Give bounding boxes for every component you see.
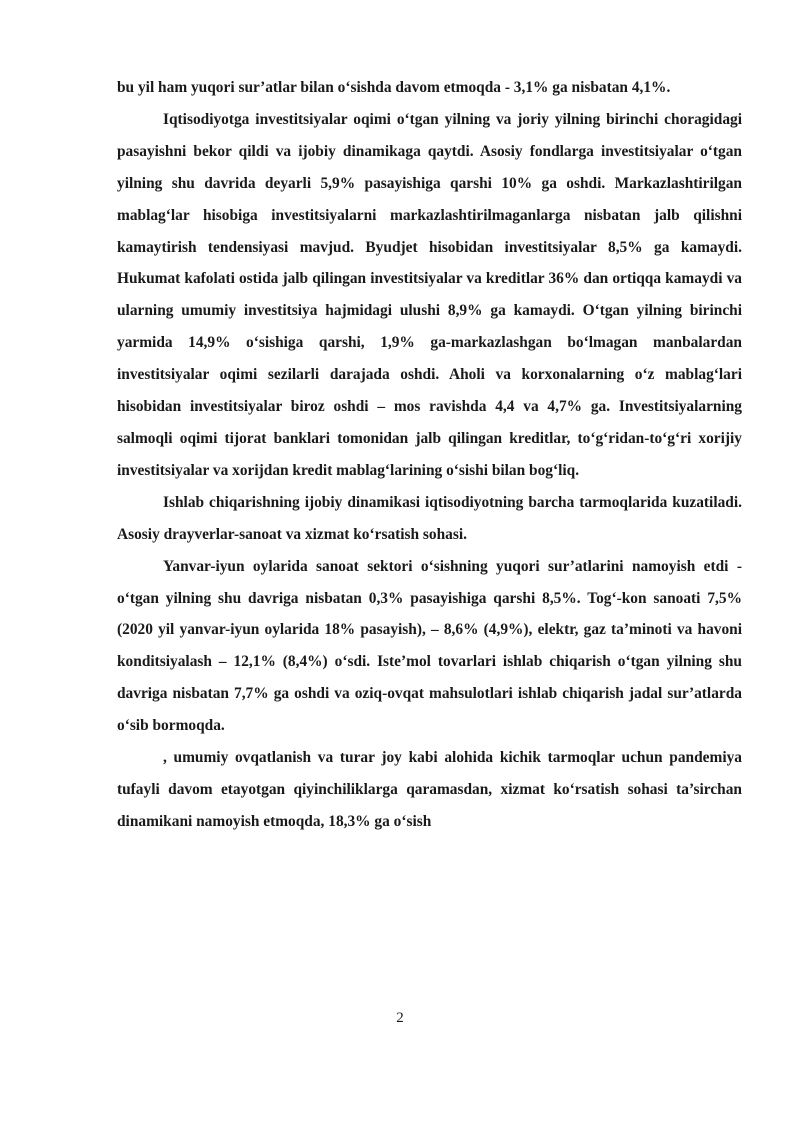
paragraph-production-dynamics: Ishlab chiqarishning ijobiy dinamikasi iqtisodiyotning barcha tarmoqlarida kuzatiladi. Asosiy drayverlar-sanoat va xizmat ko‘rsatish sohasi. xyxy=(117,493,742,543)
paragraph-continuation: bu yil ham yuqori sur’atlar bilan o‘sishda davom etmoqda - 3,1% ga nisbatan 4,1%. xyxy=(117,79,671,96)
page-number: 2 xyxy=(396,1010,404,1026)
body-text xyxy=(117,72,742,838)
paragraph-investments: Iqtisodiyotga investitsiyalar oqimi o‘tgan yilning va joriy yilning birinchi choragidagi pasayishni bekor qildi va ijobiy dinamikaga qaytdi. Asosiy fondlarga investitsiyalar o‘tgan yilning shu davrida deyarli 5,9% pasayishiga qarshi 10% ga oshdi. Markazlashtirilgan mablag‘lar hisobiga investitsiyalarni markazlashtirilmaganlarga nisbatan jalb qilishni kamaytirish tendensiyasi mavjud. Byudjet hisobidan investitsiyalar 8,5% ga kamaydi. Hukumat kafolati ostida jalb qilingan investitsiyalar va kreditlar 36% dan ortiqqa kamaydi va ularning umumiy investitsiya hajmidagi ulushi 8,9% ga kamaydi. O‘tgan yilning birinchi yarmida 14,9% o‘sishiga qarshi, 1,9% ga-markazlashgan bo‘lmagan manbalardan investitsiyalar oqimi sezilarli darajada oshdi. Aholi va korxonalarning o‘z mablag‘lari hisobidan investitsiyalar biroz oshdi – mos ravishda 4,4 va 4,7% ga. Investitsiyalarning salmoqli oqimi tijorat banklari tomonidan jalb qilingan kreditlar, to‘g‘ridan-to‘g‘ri xorijiy investitsiyalar va xorijdan kredit mablag‘larining o‘sishi bilan bog‘liq. xyxy=(117,110,742,479)
paragraph-industry-sector: Yanvar-iyun oylarida sanoat sektori o‘sishning yuqori sur’atlarini namoyish etdi - o‘tgan yilning shu davriga nisbatan 0,3% pasayishiga qarshi 8,5%. Tog‘-kon sanoati 7,5% (2020 yil yanvar-iyun oylarida 18% pasayish), – 8,6% (4,9%), elektr, gaz ta’minoti va havoni konditsiyalash – 12,1% (8,4%) o‘sdi. Iste’mol tovarlari ishlab chiqarish o‘tgan yilning shu davriga nisbatan 7,7% ga oshdi va oziq-ovqat mahsulotlari ishlab chiqarish jadal sur’atlarda o‘sib bormoqda. xyxy=(117,557,742,735)
paragraph-services-sector: , umumiy ovqatlanish va turar joy kabi alohida kichik tarmoqlar uchun pandemiya tufayli davom etayotgan qiyinchiliklarga qaramasdan, xizmat ko‘rsatish sohasi ta’sirchan dinamikani namoyish etmoqda, 18,3% ga o‘sish xyxy=(117,749,742,830)
